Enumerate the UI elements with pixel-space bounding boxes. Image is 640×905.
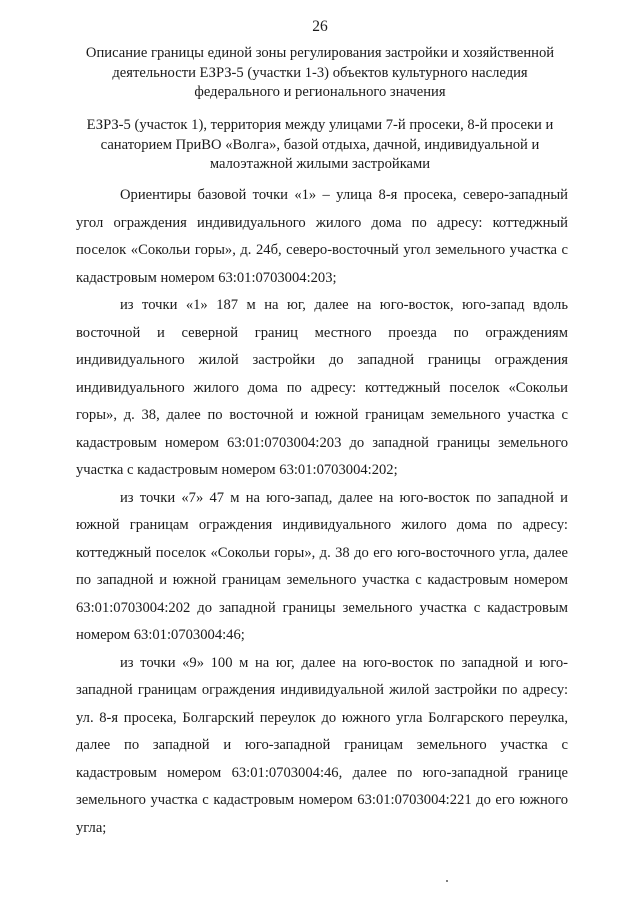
scan-speck xyxy=(446,880,448,882)
paragraph-point-7: из точки «7» 47 м на юго-запад, далее на юго-восток по западной и южной границам ограждения индивидуального жилого дома по адресу: коттеджный поселок «Сокольи горы», д. 38 до его юго-восточного угла, далее по западной и южной границам земельного участка с кадастровым номером 63:01:0703004:202 до западной границы земельного участка с кадастровым номером 63:01:0703004:46; xyxy=(76,489,568,643)
paragraph-point-9: из точки «9» 100 м на юг, далее на юго-восток по западной и юго-западной границам ограждения индивидуальной жилой застройки по адресу: ул. 8-я просека, Болгарский переулок до южного угла Болгарского переулка, далее по западной и юго-западной границам земельного участка с кадастровым номером 63:01:0703004:46, далее по юго-западной границе земельного участка с кадастровым номером 63:01:0703004:221 до его южного угла; xyxy=(76,654,568,836)
page-number: 26 xyxy=(312,18,328,35)
paragraph-base-point: Ориентиры базовой точки «1» – улица 8-я просека, северо-западный угол ограждения индивидуального жилого дома по адресу: коттеджный поселок «Сокольи горы», д. 24б, северо-восточный угол земельного участка с кадастровым номером 63:01:0703004:203; xyxy=(76,187,568,286)
document-title: Описание границы единой зоны регулирования застройки и хозяйственной деятельности ЕЗРЗ-5 (участки 1-3) объектов культурного наследия федерального и регионального значения xyxy=(85,45,555,100)
paragraph-point-1: из точки «1» 187 м на юг, далее на юго-восток, юго-запад вдоль восточной и северной границ местного проезда по ограждениям индивидуального жилой застройки до западной границы ограждения индивидуального жилого дома по адресу: коттеджный поселок «Сокольи горы», д. 38, далее по восточной и южной границам земельного участка с кадастровым номером 63:01:0703004:203 до западной границы земельного участка с кадастровым номером 63:01:0703004:202; xyxy=(76,297,568,478)
document-body xyxy=(76,182,568,842)
section-subtitle: ЕЗРЗ-5 (участок 1), территория между улицами 7-й просеки, 8-й просеки и санаторием ПриВО «Волга», базой отдыха, дачной, индивидуальной и малоэтажной жилыми застройками xyxy=(86,117,554,172)
